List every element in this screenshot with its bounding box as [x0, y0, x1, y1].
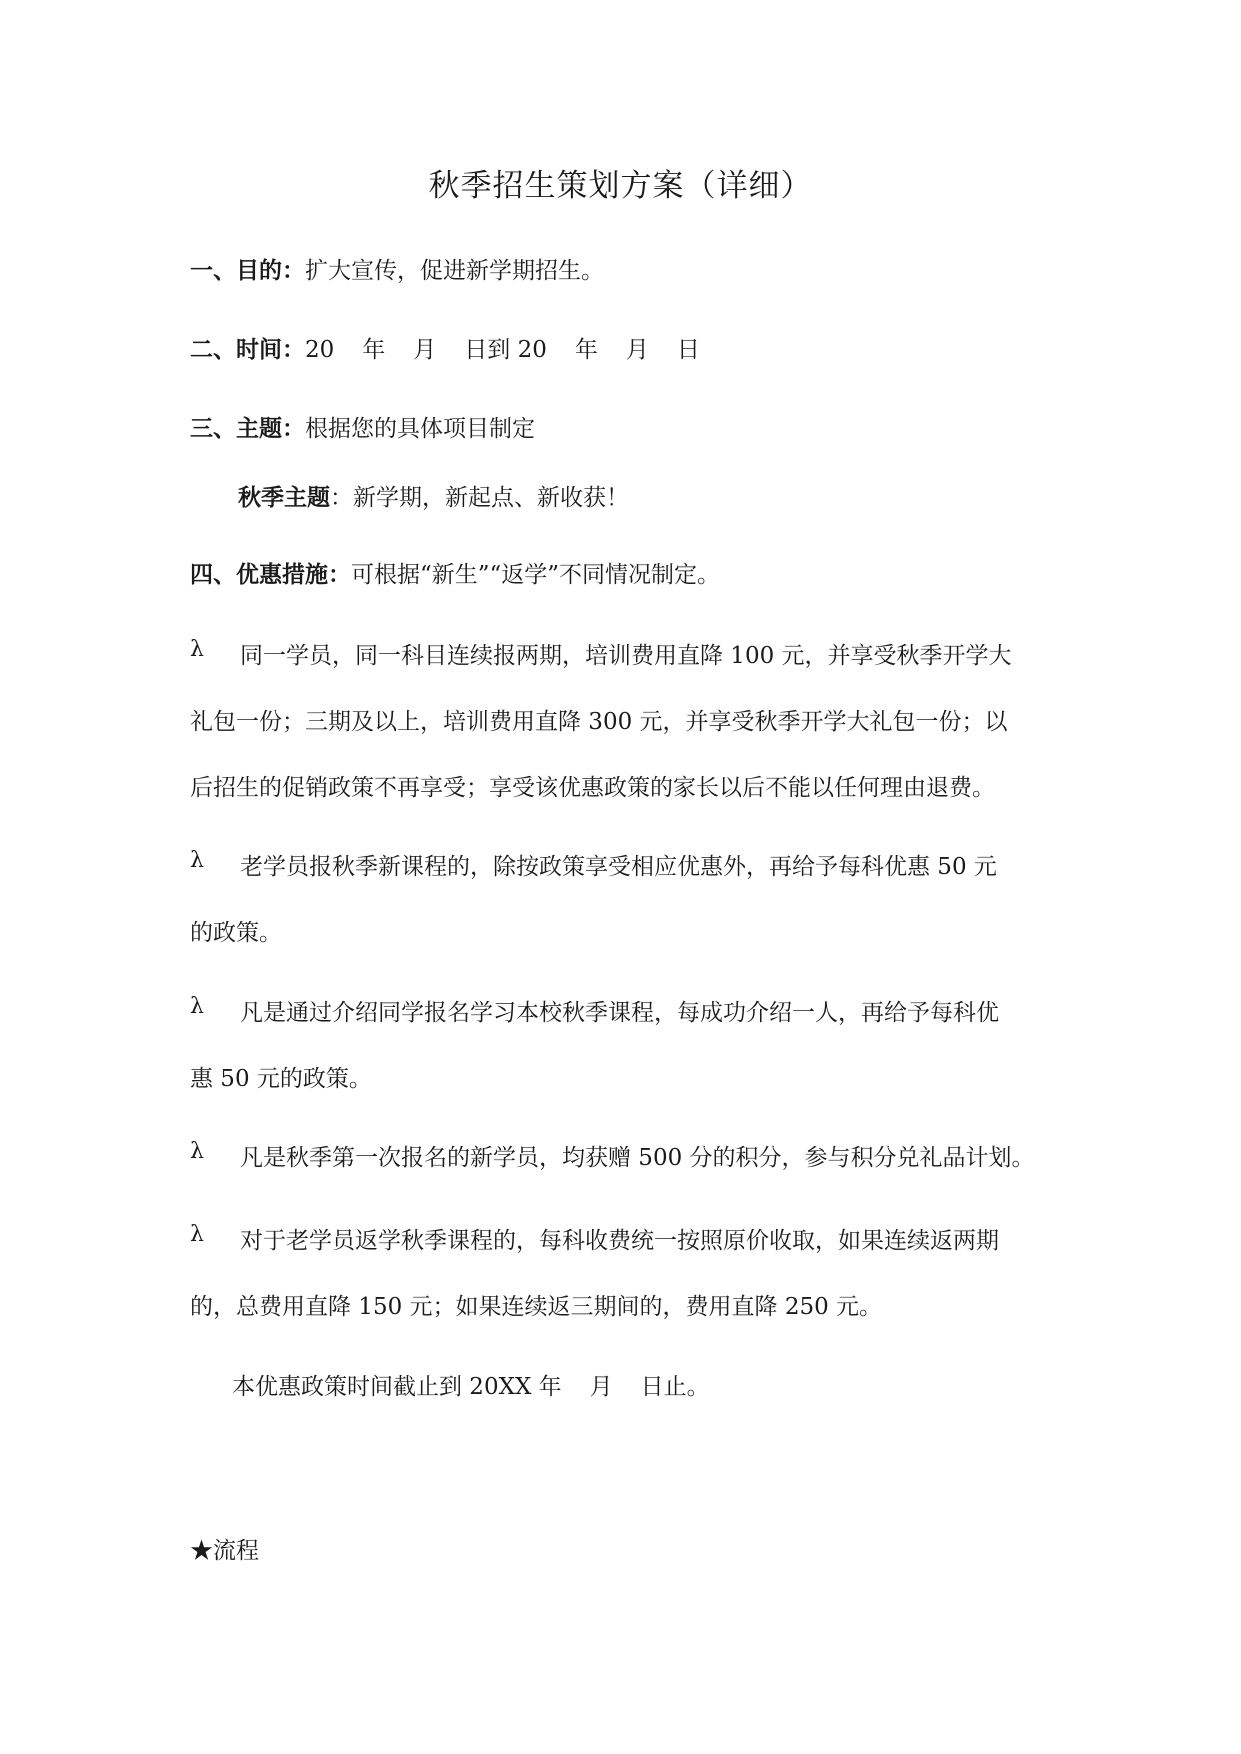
- time-day-unit-end: 日: [676, 337, 700, 363]
- item-2-line-1: 老学员报秋季新课程的，除按政策享受相应优惠外，再给予每科优惠 50 元: [240, 854, 997, 880]
- time-label: 二、时间：: [190, 336, 305, 363]
- item-1-line-1: 同一学员，同一科目连续报两期，培训费用直降 100 元，并享受秋季开学大: [240, 643, 1012, 669]
- time-month-unit-end: 月: [625, 337, 649, 363]
- purpose-text: 扩大宣传，促进新学期招生。: [305, 258, 604, 284]
- time-year-start: 20: [305, 337, 335, 363]
- autumn-theme-text: ：新学期，新起点、新收获！: [330, 485, 629, 511]
- discount-text: 可根据“新生”“返学”不同情况制定。: [351, 562, 721, 588]
- theme-line: [190, 410, 535, 443]
- theme-label: 三、主题：: [190, 415, 305, 442]
- bullet-symbol: λ: [190, 994, 204, 1019]
- time-month-unit-start: 月: [413, 337, 437, 363]
- bullet-symbol: λ: [190, 1139, 204, 1164]
- item-2-line-2: 的政策。: [190, 920, 282, 946]
- time-year-unit-start: 年: [362, 337, 386, 363]
- discount-label: 四、优惠措施：: [190, 561, 351, 588]
- item-3-line-1: 凡是通过介绍同学报名学习本校秋季课程，每成功介绍一人，再给予每科优: [240, 1000, 999, 1026]
- bullet-symbol: λ: [190, 637, 204, 662]
- process-heading: ★流程: [190, 1538, 259, 1564]
- deadline-month: 月: [589, 1374, 613, 1400]
- item-5-line-2: 的，总费用直降 150 元；如果连续返三期间的，费用直降 250 元。: [190, 1294, 883, 1320]
- deadline-day: 日止。: [640, 1374, 710, 1400]
- bullet-symbol: λ: [190, 848, 204, 873]
- autumn-theme-label: 秋季主题: [238, 484, 330, 511]
- bullet-symbol: λ: [190, 1222, 204, 1247]
- discount-line: [190, 556, 720, 589]
- purpose-line: [190, 252, 604, 285]
- item-5-line-1: 对于老学员返学秋季课程的，每科收费统一按照原价收取，如果连续返两期: [240, 1228, 999, 1254]
- deadline-line: [232, 1368, 710, 1401]
- time-day-to: 日到 20: [464, 337, 547, 363]
- item-4-line-1: 凡是秋季第一次报名的新学员，均获赠 500 分的积分，参与积分兑礼品计划。: [240, 1145, 1035, 1171]
- theme-text: 根据您的具体项目制定: [305, 416, 535, 442]
- item-1-line-2: 礼包一份；三期及以上，培训费用直降 300 元，并享受秋季开学大礼包一份；以: [190, 709, 1008, 735]
- document-title: 秋季招生策划方案（详细）: [428, 168, 813, 204]
- purpose-label: 一、目的：: [190, 257, 305, 284]
- autumn-theme-line: [238, 479, 629, 512]
- item-1-line-3: 后招生的促销政策不再享受；享受该优惠政策的家长以后不能以任何理由退费。: [190, 775, 995, 801]
- deadline-text: 本优惠政策时间截止到 20XX 年: [232, 1374, 562, 1400]
- item-3-line-2: 惠 50 元的政策。: [190, 1066, 372, 1092]
- time-line: [190, 331, 700, 364]
- time-year-unit-end: 年: [574, 337, 598, 363]
